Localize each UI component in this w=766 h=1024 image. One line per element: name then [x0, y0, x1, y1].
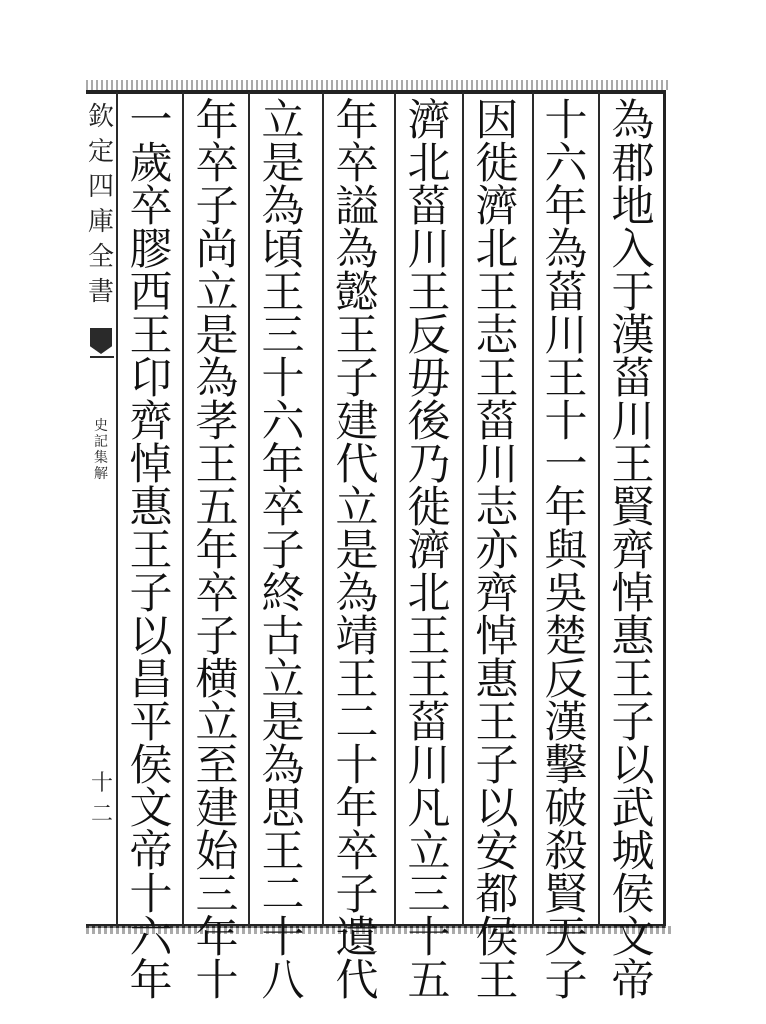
character: 濟 [407, 526, 451, 576]
character: 濟 [475, 182, 519, 232]
character: 卒 [335, 827, 379, 877]
character: 代 [335, 956, 379, 1006]
character: 二 [261, 870, 305, 920]
text-column-7 [184, 96, 250, 1006]
character: 三 [261, 311, 305, 361]
character: 齊 [611, 526, 655, 576]
character: 後 [407, 397, 451, 447]
text-column-1 [600, 96, 666, 1006]
character: 地 [611, 182, 655, 232]
character: 濟 [407, 96, 451, 146]
character: 横 [195, 655, 239, 705]
character: 漢 [611, 311, 655, 361]
character: 立 [195, 698, 239, 748]
character: 年 [195, 913, 239, 963]
character: 乃 [407, 440, 451, 490]
collection-title [86, 100, 116, 311]
character: 子 [261, 526, 305, 576]
character: 子 [475, 741, 519, 791]
character: 城 [611, 827, 655, 877]
character: 膠 [129, 225, 173, 275]
character: 齊 [475, 569, 519, 619]
character: 王 [475, 268, 519, 318]
character: 是 [261, 139, 305, 189]
character: 與 [544, 526, 588, 576]
character: 王 [129, 526, 173, 576]
text-column-4 [396, 96, 462, 1006]
character: 文 [129, 784, 173, 834]
character: 子 [129, 569, 173, 619]
character: 吳 [544, 569, 588, 619]
character: 菑 [407, 698, 451, 748]
character: 立 [195, 268, 239, 318]
character: 武 [611, 784, 655, 834]
character: 徙 [407, 483, 451, 533]
character: 菑 [544, 268, 588, 318]
character: 楚 [544, 612, 588, 662]
character: 至 [195, 741, 239, 791]
character: 為 [335, 225, 379, 275]
character: 四 [87, 172, 114, 203]
character: 卒 [195, 139, 239, 189]
character: 悼 [129, 440, 173, 490]
character: 菑 [475, 397, 519, 447]
character: 子 [611, 698, 655, 748]
character: 王 [611, 655, 655, 705]
character: 年 [335, 96, 379, 146]
character: 定 [87, 137, 114, 168]
character: 十 [544, 96, 588, 146]
character: 徙 [475, 139, 519, 189]
character: 菑 [407, 182, 451, 232]
character: 子 [195, 182, 239, 232]
character: 建 [195, 784, 239, 834]
character: 王 [129, 311, 173, 361]
character: 平 [129, 698, 173, 748]
character: 北 [407, 139, 451, 189]
character: 王 [261, 268, 305, 318]
character: 川 [475, 440, 519, 490]
character: 反 [407, 311, 451, 361]
text-column-6 [250, 96, 316, 1006]
character: 川 [407, 225, 451, 275]
character: 西 [129, 268, 173, 318]
character: 郡 [611, 139, 655, 189]
character: 王 [475, 354, 519, 404]
character: 以 [475, 784, 519, 834]
character: 川 [611, 397, 655, 447]
character: 謚 [335, 182, 379, 232]
character: 賢 [544, 870, 588, 920]
character: 王 [335, 311, 379, 361]
character: 集 [94, 450, 108, 467]
character: 頃 [261, 225, 305, 275]
character: 是 [335, 526, 379, 576]
character: 悼 [475, 612, 519, 662]
character: 因 [475, 96, 519, 146]
character: 子 [335, 354, 379, 404]
text-column-5 [324, 96, 390, 1006]
text-column-2 [533, 96, 599, 1006]
character: 擊 [544, 741, 588, 791]
character: 年 [129, 956, 173, 1006]
character: 王 [195, 440, 239, 490]
character: 建 [335, 397, 379, 447]
character: 記 [94, 434, 108, 451]
character: 卒 [129, 182, 173, 232]
character: 卒 [195, 569, 239, 619]
character: 是 [195, 311, 239, 361]
character: 亦 [475, 526, 519, 576]
character: 惠 [611, 612, 655, 662]
character: 殺 [544, 827, 588, 877]
character: 年 [544, 483, 588, 533]
character: 漢 [544, 698, 588, 748]
character: 安 [475, 827, 519, 877]
character: 惠 [129, 483, 173, 533]
character: 懿 [335, 268, 379, 318]
character: 年 [195, 96, 239, 146]
character: 為 [335, 569, 379, 619]
character: 川 [544, 311, 588, 361]
character: 年 [261, 440, 305, 490]
character: 以 [611, 741, 655, 791]
character: 書 [87, 277, 114, 308]
character: 八 [261, 956, 305, 1006]
character: 卒 [261, 483, 305, 533]
character: 史 [94, 418, 108, 434]
character: 是 [261, 698, 305, 748]
character: 三 [195, 870, 239, 920]
character: 思 [261, 784, 305, 834]
character: 年 [544, 182, 588, 232]
character: 菑 [611, 354, 655, 404]
character: 為 [611, 96, 655, 146]
character: 始 [195, 827, 239, 877]
character: 五 [407, 956, 451, 1006]
character: 北 [407, 569, 451, 619]
character: 立 [335, 483, 379, 533]
character: 靖 [335, 612, 379, 662]
character: 十 [261, 913, 305, 963]
character: 都 [475, 870, 519, 920]
character: 帝 [129, 827, 173, 877]
character: 為 [195, 354, 239, 404]
character: 王 [611, 440, 655, 490]
character: 為 [261, 741, 305, 791]
character: 悼 [611, 569, 655, 619]
book-title [90, 418, 112, 482]
character: 一 [544, 440, 588, 490]
character: 王 [407, 655, 451, 705]
character: 子 [544, 956, 588, 1006]
character: 孝 [195, 397, 239, 447]
character: 賢 [611, 483, 655, 533]
character: 庫 [87, 207, 114, 238]
character: 王 [407, 612, 451, 662]
character: 侯 [129, 741, 173, 791]
character: 志 [475, 311, 519, 361]
character: 文 [611, 913, 655, 963]
character: 歲 [129, 139, 173, 189]
character: 齊 [129, 397, 173, 447]
character: 王 [544, 354, 588, 404]
character: 天 [544, 913, 588, 963]
character: 王 [261, 827, 305, 877]
text-column-8 [118, 96, 184, 1006]
character: 六 [261, 397, 305, 447]
character: 北 [475, 225, 519, 275]
character: 終 [261, 569, 305, 619]
character: 子 [335, 870, 379, 920]
character: 一 [129, 96, 173, 146]
top-border-shading [86, 80, 671, 90]
character: 以 [129, 612, 173, 662]
character: 川 [407, 741, 451, 791]
character: 破 [544, 784, 588, 834]
character: 志 [475, 483, 519, 533]
character: 立 [261, 96, 305, 146]
character: 于 [611, 268, 655, 318]
character: 全 [87, 242, 114, 273]
character: 卬 [129, 354, 173, 404]
character: 昌 [129, 655, 173, 705]
character: 惠 [475, 655, 519, 705]
character: 毋 [407, 354, 451, 404]
character: 十 [129, 870, 173, 920]
character: 古 [261, 612, 305, 662]
character: 卒 [335, 139, 379, 189]
character: 年 [195, 526, 239, 576]
text-column-3 [464, 96, 530, 1006]
page-number: 十二 [90, 771, 113, 827]
character: 十 [195, 956, 239, 1006]
character: 六 [129, 913, 173, 963]
character: 子 [195, 612, 239, 662]
character: 代 [335, 440, 379, 490]
character: 入 [611, 225, 655, 275]
character: 侯 [611, 870, 655, 920]
character: 立 [261, 655, 305, 705]
character: 反 [544, 655, 588, 705]
character: 尚 [195, 225, 239, 275]
character: 三 [407, 870, 451, 920]
character: 十 [261, 354, 305, 404]
character: 立 [407, 827, 451, 877]
character: 王 [407, 268, 451, 318]
character: 王 [475, 956, 519, 1006]
character: 十 [544, 397, 588, 447]
character: 王 [475, 698, 519, 748]
character: 帝 [611, 956, 655, 1006]
fishtail-rule [90, 356, 114, 358]
character: 侯 [475, 913, 519, 963]
character: 為 [544, 225, 588, 275]
character: 年 [335, 784, 379, 834]
character: 二 [335, 698, 379, 748]
character: 遺 [335, 913, 379, 963]
character: 十 [335, 741, 379, 791]
character: 王 [335, 655, 379, 705]
character: 為 [261, 182, 305, 232]
character: 五 [195, 483, 239, 533]
character: 凡 [407, 784, 451, 834]
character: 解 [94, 466, 108, 483]
character: 欽 [87, 102, 114, 132]
character: 十 [407, 913, 451, 963]
character: 六 [544, 139, 588, 189]
